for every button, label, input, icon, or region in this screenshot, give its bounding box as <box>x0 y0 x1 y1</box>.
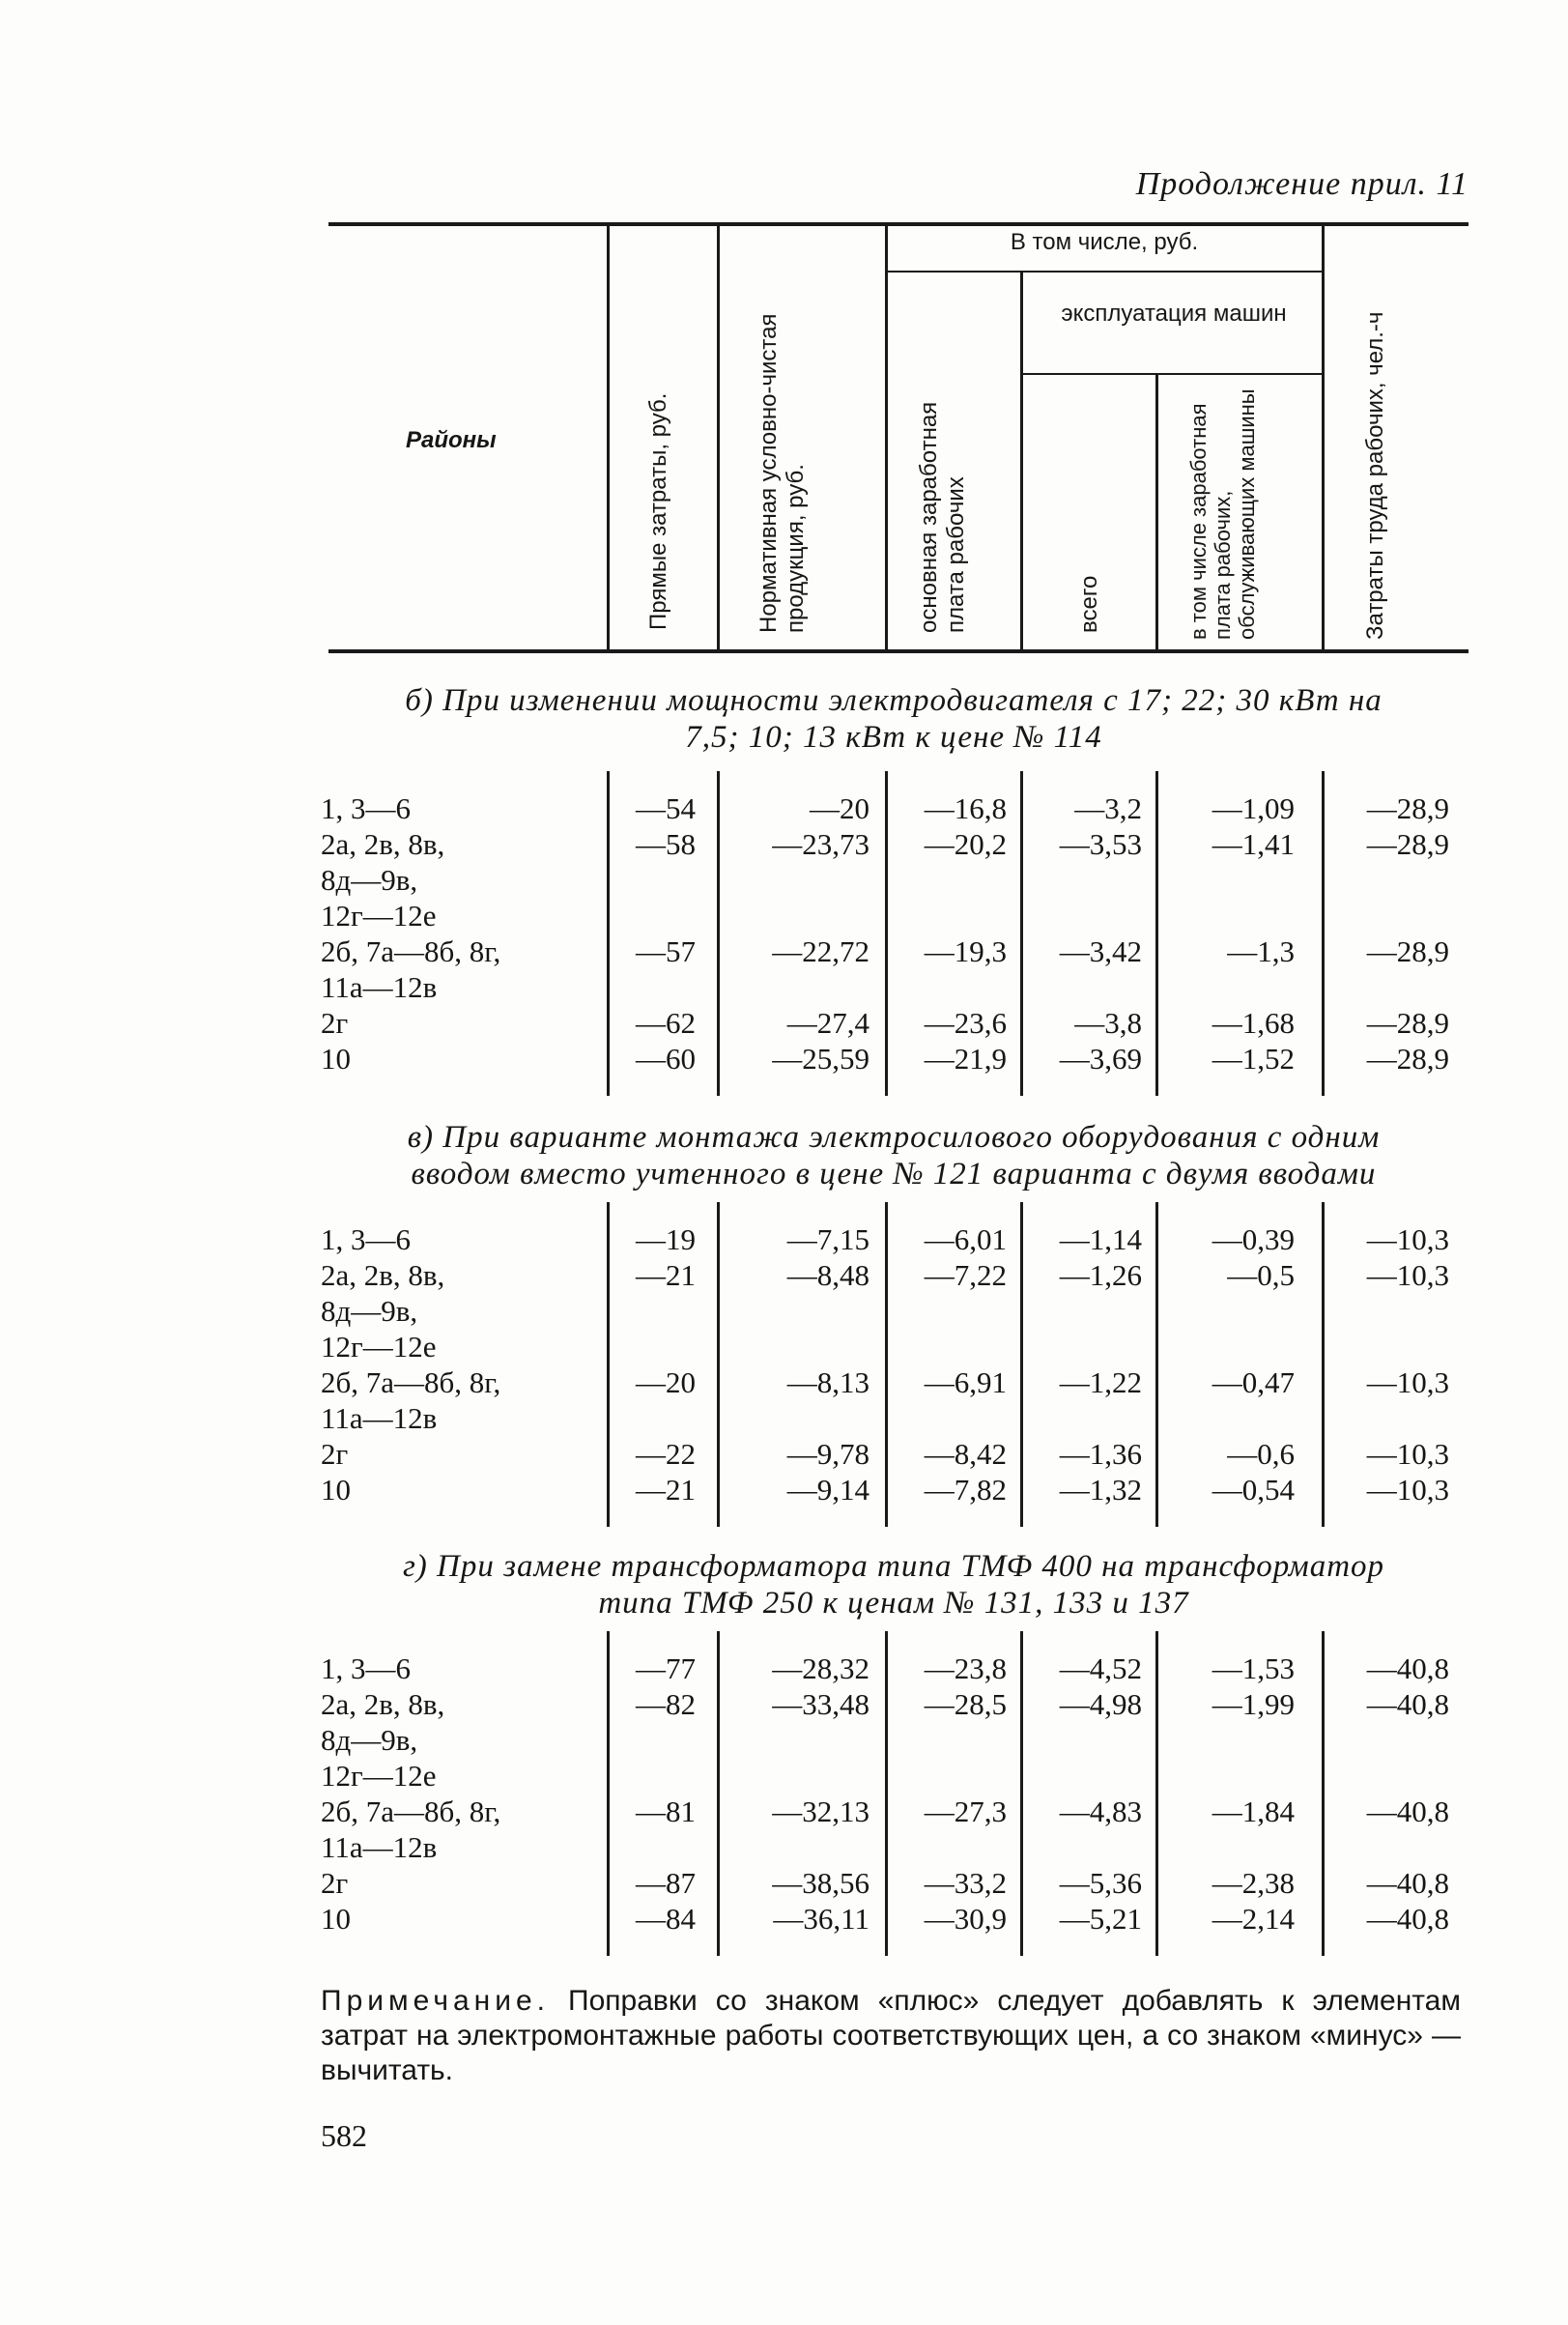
table-cell: —81 <box>636 1794 696 1828</box>
header-top-rule <box>328 222 1468 226</box>
table-cell: —1,22 <box>1059 1365 1142 1399</box>
table-cell: —1,68 <box>1212 1006 1295 1040</box>
table-cell: —19,3 <box>924 934 1007 968</box>
table-cell: —21,9 <box>924 1042 1007 1076</box>
table-cell: —1,41 <box>1212 827 1295 861</box>
table-cell: —8,48 <box>786 1258 870 1292</box>
table-cell: —0,5 <box>1227 1258 1295 1292</box>
table-cell: —23,8 <box>924 1651 1007 1685</box>
table-cell: —1,53 <box>1212 1651 1295 1685</box>
table-cell: —0,39 <box>1212 1222 1295 1256</box>
table-cell: —10,3 <box>1366 1365 1449 1399</box>
table-cell: —87 <box>636 1866 696 1900</box>
normative-product-header: Нормативная условно-чистая продукция, руб. <box>755 313 809 633</box>
table-cell: —62 <box>636 1006 696 1040</box>
table-cell: —1,84 <box>1212 1794 1295 1828</box>
running-head: Продолжение прил. 11 <box>1135 166 1468 202</box>
table-cell: —1,14 <box>1059 1222 1142 1256</box>
machines-group-rule <box>1022 373 1322 375</box>
table-cell: —8,42 <box>924 1437 1007 1471</box>
table-cell: —40,8 <box>1366 1902 1449 1936</box>
machine-wage-header: в том числе заработная плата рабочих, обслуживающих машины <box>1186 388 1259 640</box>
region-list: 1, 3—6 2а, 2в, 8в, 8д—9в, 12г—12е 2б, 7а—8б, 8г, 11а—12в 2г 10 <box>321 1222 501 1507</box>
table-cell: —27,3 <box>924 1794 1007 1828</box>
table-cell: —3,2 <box>1074 791 1142 825</box>
table-cell: —7,15 <box>786 1222 870 1256</box>
section-title: г) При замене трансформатора типа ТМФ 400 на трансформатор типа ТМФ 250 к ценам № 131, 133 и 137 <box>402 1549 1385 1621</box>
table-cell: —4,98 <box>1059 1687 1142 1721</box>
table-cell: —1,09 <box>1212 791 1295 825</box>
table-cell: —82 <box>636 1687 696 1721</box>
table-cell: —9,78 <box>786 1437 870 1471</box>
table-cell: —10,3 <box>1366 1222 1449 1256</box>
region-list: 1, 3—6 2а, 2в, 8в, 8д—9в, 12г—12е 2б, 7а—8б, 8г, 11а—12в 2г 10 <box>321 791 501 1076</box>
table-cell: —36,11 <box>773 1902 870 1936</box>
table-cell: —60 <box>636 1042 696 1076</box>
table-cell: —28,32 <box>772 1651 870 1685</box>
table-cell: —23,73 <box>772 827 870 861</box>
footnote: Примечание. Поправки со знаком «плюс» следует добавлять к элементам затрат на электромонтажные работы соответствующих цен, а со знаком «минус» — вычитать. <box>321 1985 1461 2086</box>
header-divider <box>1155 375 1158 649</box>
table-cell: —3,53 <box>1059 827 1142 861</box>
table-cell: —40,8 <box>1366 1794 1449 1828</box>
table-cell: —20,2 <box>924 827 1007 861</box>
table-cell: —28,9 <box>1366 934 1449 968</box>
table-cell: —21 <box>636 1473 696 1507</box>
header-divider <box>1020 273 1023 649</box>
table-cell: —3,42 <box>1059 934 1142 968</box>
table-cell: —20 <box>636 1365 696 1399</box>
table-cell: —84 <box>636 1902 696 1936</box>
table-cell: —58 <box>636 827 696 861</box>
table-cell: —10,3 <box>1366 1437 1449 1471</box>
table-cell: —9,14 <box>786 1473 870 1507</box>
table-cell: —28,9 <box>1366 791 1449 825</box>
table-cell: —0,47 <box>1212 1365 1295 1399</box>
table-cell: —5,21 <box>1059 1902 1142 1936</box>
table-cell: —5,36 <box>1059 1866 1142 1900</box>
section-title: б) При изменении мощности электродвигателя с 17; 22; 30 кВт на 7,5; 10; 13 кВт к цене № 114 <box>405 683 1383 755</box>
table-cell: —8,13 <box>786 1365 870 1399</box>
table-cell: —4,52 <box>1059 1651 1142 1685</box>
table-cell: —1,3 <box>1227 934 1295 968</box>
table-cell: —28,9 <box>1366 1006 1449 1040</box>
header-divider <box>717 226 720 649</box>
table-cell: —19 <box>636 1222 696 1256</box>
table-cell: —57 <box>636 934 696 968</box>
base-wage-header: основная заработная плата рабочих <box>916 401 969 633</box>
table-cell: —77 <box>636 1651 696 1685</box>
section-title: в) При варианте монтажа электросилового оборудования с одним вводом вместо учтенного в цене № 121 варианта с двумя вводами <box>407 1120 1381 1191</box>
table-cell: —25,59 <box>772 1042 870 1076</box>
table-cell: —0,54 <box>1212 1473 1295 1507</box>
including-group-header: В том числе, руб. <box>1010 229 1199 255</box>
total-header: всего <box>1076 575 1102 633</box>
table-cell: —0,6 <box>1227 1437 1295 1471</box>
table-cell: —22,72 <box>772 934 870 968</box>
table-cell: —27,4 <box>786 1006 870 1040</box>
table-cell: —40,8 <box>1366 1651 1449 1685</box>
table-cell: —30,9 <box>924 1902 1007 1936</box>
table-cell: —1,52 <box>1212 1042 1295 1076</box>
table-cell: —21 <box>636 1258 696 1292</box>
table-cell: —10,3 <box>1366 1258 1449 1292</box>
header-divider <box>885 226 888 649</box>
table-cell: —40,8 <box>1366 1687 1449 1721</box>
table-cell: —16,8 <box>924 791 1007 825</box>
table-cell: —2,38 <box>1212 1866 1295 1900</box>
table-cell: —1,26 <box>1059 1258 1142 1292</box>
region-list: 1, 3—6 2а, 2в, 8в, 8д—9в, 12г—12е 2б, 7а—8б, 8г, 11а—12в 2г 10 <box>321 1651 501 1936</box>
table-cell: —7,22 <box>924 1258 1007 1292</box>
table-cell: —20 <box>810 791 870 825</box>
table-cell: —33,48 <box>772 1687 870 1721</box>
including-group-rule <box>887 271 1322 273</box>
table-cell: —23,6 <box>924 1006 1007 1040</box>
page-number: 582 <box>321 2118 367 2153</box>
header-divider <box>1322 226 1325 649</box>
header-bottom-rule <box>328 649 1468 653</box>
table-cell: —38,56 <box>772 1866 870 1900</box>
table-cell: —32,13 <box>772 1794 870 1828</box>
table-cell: —4,83 <box>1059 1794 1142 1828</box>
table-cell: —2,14 <box>1212 1902 1295 1936</box>
table-cell: —1,99 <box>1212 1687 1295 1721</box>
labor-header: Затраты труда рабочих, чел.-ч <box>1362 311 1388 640</box>
table-cell: —33,2 <box>924 1866 1007 1900</box>
table-cell: —1,32 <box>1059 1473 1142 1507</box>
table-cell: —28,5 <box>924 1687 1007 1721</box>
machines-group-header: эксплуатация машин <box>1061 301 1287 327</box>
region-column-header: Районы <box>406 427 497 453</box>
table-cell: —28,9 <box>1366 827 1449 861</box>
table-cell: —3,8 <box>1074 1006 1142 1040</box>
table-cell: —40,8 <box>1366 1866 1449 1900</box>
header-divider <box>607 226 610 649</box>
table-cell: —28,9 <box>1366 1042 1449 1076</box>
table-cell: —7,82 <box>924 1473 1007 1507</box>
table-cell: —3,69 <box>1059 1042 1142 1076</box>
table-cell: —6,01 <box>924 1222 1007 1256</box>
table-cell: —6,91 <box>924 1365 1007 1399</box>
table-cell: —10,3 <box>1366 1473 1449 1507</box>
table-cell: —54 <box>636 791 696 825</box>
table-cell: —22 <box>636 1437 696 1471</box>
direct-costs-header: Прямые затраты, руб. <box>645 392 671 630</box>
table-cell: —1,36 <box>1059 1437 1142 1471</box>
